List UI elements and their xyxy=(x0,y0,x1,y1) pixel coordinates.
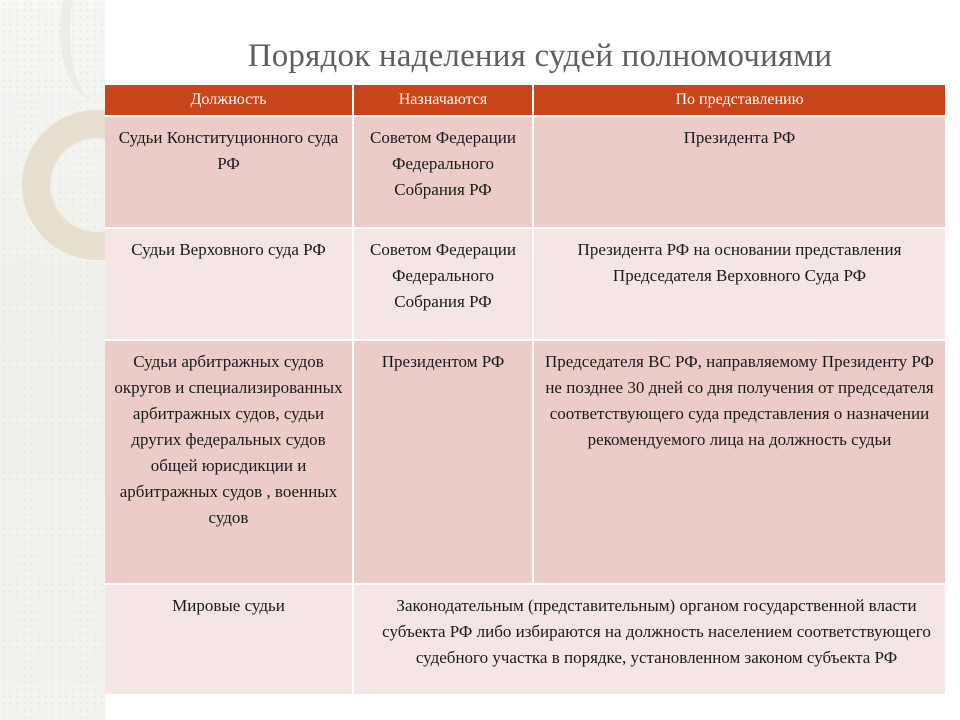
table-row xyxy=(105,584,945,694)
table-row xyxy=(105,340,945,584)
cell-appointed-by: Советом Федерации Федерального Собрания РФ xyxy=(353,116,533,228)
cell-nominated-by: Президента РФ на основании представления Председателя Верховного Суда РФ xyxy=(533,228,945,340)
cell-position: Судьи Конституционного суда РФ xyxy=(105,116,353,228)
cell-position: Мировые судьи xyxy=(105,584,353,694)
header-position: Должность xyxy=(105,85,353,116)
cell-appointed-by: Президентом РФ xyxy=(353,340,533,584)
cell-appointed-by: Советом Федерации Федерального Собрания РФ xyxy=(353,228,533,340)
header-nominated-by: По представлению xyxy=(533,85,945,116)
cell-position: Судьи арбитражных судов округов и специализированных арбитражных судов, судьи других федеральных судов общей юрисдикции и арбитражных судов , военных судов xyxy=(105,340,353,584)
table-header-row xyxy=(105,85,945,116)
header-appointed-by: Назначаются xyxy=(353,85,533,116)
cell-position: Судьи Верховного суда РФ xyxy=(105,228,353,340)
cell-merged-appointment: Законодательным (представительным) органом государственной власти субъекта РФ либо избираются на должность населением соответствующего судебного участка в порядке, установленном законом субъекта РФ xyxy=(353,584,945,694)
cell-nominated-by: Председателя ВС РФ, направляемому Президенту РФ не позднее 30 дней со дня получения от председателя соответствующего суда представления о назначении рекомендуемого лица на должность судьи xyxy=(533,340,945,584)
decorative-texture xyxy=(0,0,105,720)
table-row xyxy=(105,116,945,228)
table-row xyxy=(105,228,945,340)
judges-appointment-table xyxy=(105,85,945,694)
slide-title: Порядок наделения судей полномочиями xyxy=(247,38,833,74)
cell-nominated-by: Президента РФ xyxy=(533,116,945,228)
